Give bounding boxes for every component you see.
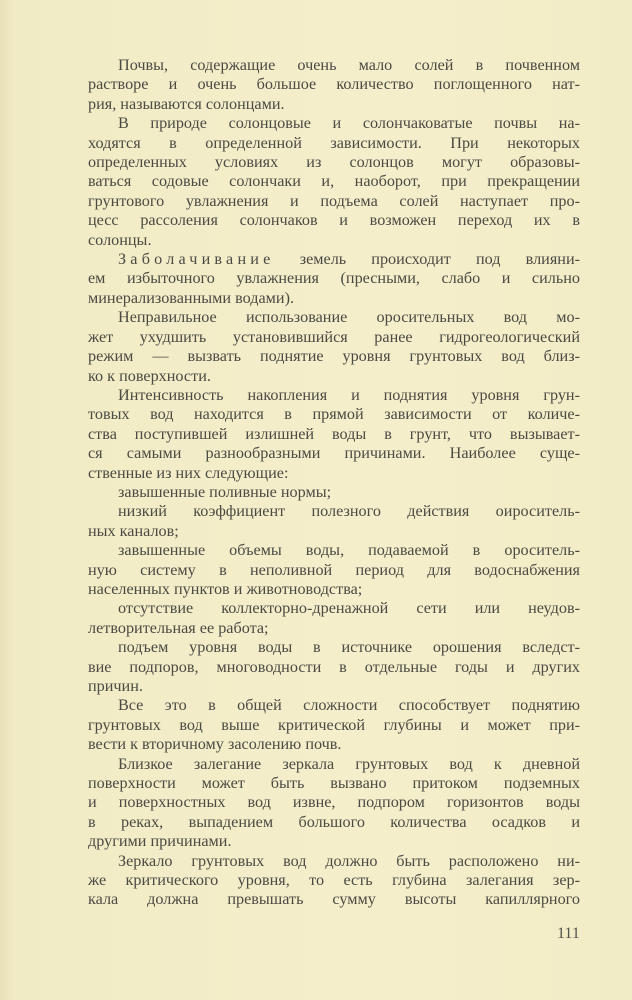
- text-line: минерализованными водами).: [88, 288, 295, 307]
- list-item: отсутствие коллекторно-дренажной сети или неудов-: [118, 599, 580, 618]
- text-line: Неправильное использование оросительных вод мо-: [118, 308, 580, 327]
- text-line: цесс рассоления солончаков и возможен переход их в: [88, 211, 580, 230]
- text-line: В природе солонцовые и солончаковатые почвы на-: [118, 114, 580, 133]
- list-item: завышенные объемы воды, подаваемой в ороситель-: [118, 541, 580, 560]
- text-line: растворе и очень большое количество поглощенного нат-: [88, 75, 580, 94]
- text-line: ся самыми разнообразными причинами. Наиболее суще-: [88, 444, 580, 463]
- text-line: определенных условиях из солонцов могут образовы-: [88, 153, 580, 172]
- text-line: жет ухудшить установившийся ранее гидрогеологический: [88, 327, 580, 346]
- text-line: Близкое залегание зеркала грунтовых вод к дневной: [118, 754, 580, 773]
- text-line: в реках, выпадением большого количества осадков и: [88, 812, 580, 831]
- text-line-rest: земель происходит под влияни-: [274, 250, 580, 269]
- text-line: грунтовых вод выше критической глубины и может при-: [88, 715, 580, 734]
- text-line: поверхности может быть вызвано притоком подземных: [88, 774, 580, 793]
- text-line: ко к поверхности.: [88, 366, 211, 385]
- text-line: же критического уровня, то есть глубина залегания зер-: [88, 871, 580, 890]
- text-line: режим — вызвать поднятие уровня грунтовых вод близ-: [88, 347, 580, 366]
- text-line: ства поступившей излишней воды в грунт, что вызывает-: [88, 424, 580, 443]
- text-line: другими причинами.: [88, 832, 232, 851]
- text-line: солонцы.: [88, 230, 152, 249]
- text-line: ем избыточного увлажнения (пресными, слабо и сильно: [88, 269, 580, 288]
- text-line: населенных пунктов и животноводства;: [88, 579, 363, 598]
- text-line: вие подпоров, многоводности в отдельные годы и других: [88, 657, 580, 676]
- list-item: низкий коэффициент полезного действия оироситель-: [118, 502, 580, 521]
- list-item: завышенные поливные нормы;: [118, 482, 332, 501]
- text-line: ходятся в определенной зависимости. При некоторых: [88, 133, 580, 152]
- text-line: ных каналов;: [88, 521, 179, 540]
- page-number: 111: [557, 925, 580, 942]
- text-line: товых вод находится в прямой зависимости от количе-: [88, 405, 580, 424]
- text-line: Все это в общей сложности способствует поднятию: [118, 696, 580, 715]
- text-line: ственные из них следующие:: [88, 463, 289, 482]
- spaced-term: Заболачивание: [118, 250, 275, 269]
- text-line: причин.: [88, 677, 143, 695]
- text-line: грунтового увлажнения и подъема солей наступает про-: [88, 191, 580, 210]
- text-line: и поверхностных вод извне, подпором горизонтов воды: [88, 793, 580, 812]
- text-line: вести к вторичному засолению почв.: [88, 735, 342, 754]
- text-line: Интенсивность накопления и поднятия уровня грун-: [118, 385, 580, 404]
- text-line: рия, называются солонцами.: [88, 94, 285, 113]
- text-line: [88, 250, 580, 269]
- text-line: Почвы, содержащие очень мало солей в почвенном: [118, 56, 580, 74]
- text-line: ваться содовые солончаки и, наоборот, при прекращении: [88, 172, 580, 191]
- text-line: ную систему в неполивной период для водоснабжения: [88, 560, 580, 579]
- body-text: [88, 56, 580, 910]
- text-line: летворительная ее работа;: [88, 618, 269, 637]
- text-line: Зеркало грунтовых вод должно быть расположено ни-: [118, 851, 580, 870]
- text-line: кала должна превышать сумму высоты капиллярного: [88, 890, 580, 909]
- list-item: подъем уровня воды в источнике орошения вследст-: [118, 638, 580, 657]
